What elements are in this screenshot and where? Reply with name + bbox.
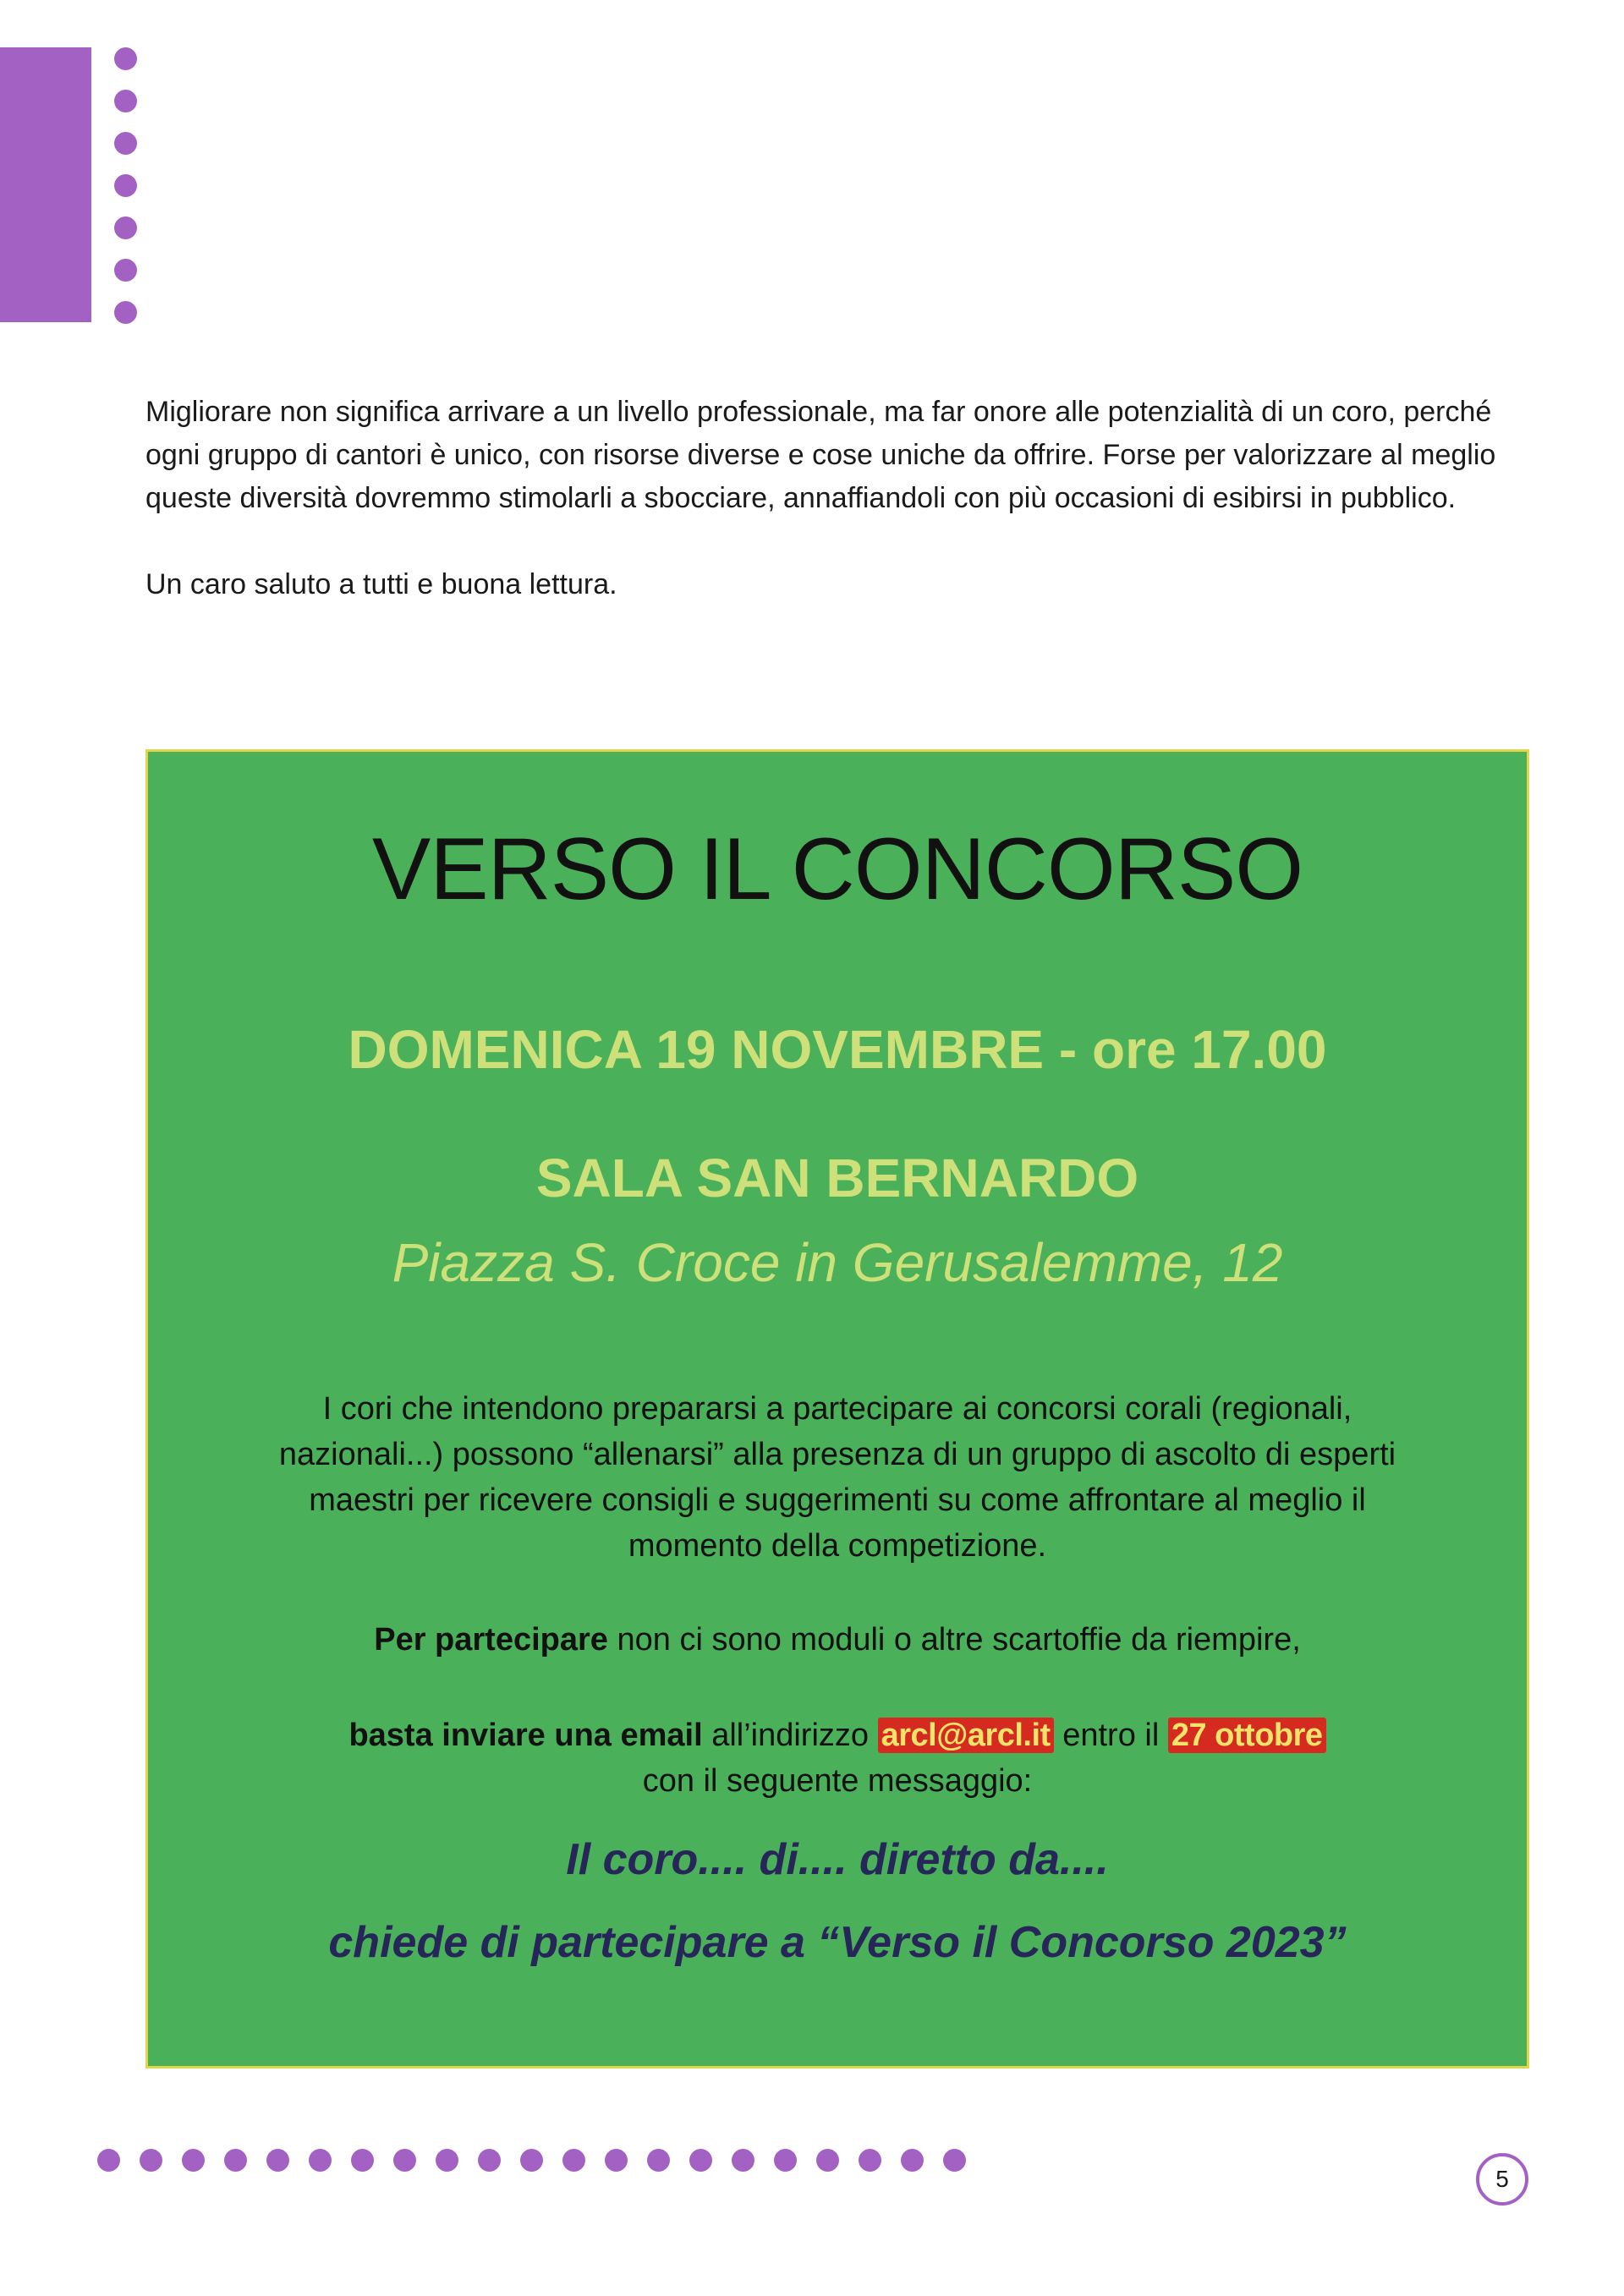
- venue-name: SALA SAN BERNARDO: [535, 1148, 1139, 1208]
- intro-paragraph: Migliorare non significa arrivare a un livello professionale, ma far onore alle potenzialità di un coro, perché ogni gruppo di cantori è unico, con risorse diverse e cose uniche da offrire. Forse per valorizzare al meglio queste diversità dovremmo stimolarli a sbocciare, annaffiandoli con più occasioni di esibirsi in pubblico.: [145, 396, 1496, 514]
- participate-label: Per partecipare: [374, 1622, 608, 1658]
- decor-dot: [351, 2149, 374, 2172]
- email-label: basta inviare una email: [348, 1718, 703, 1753]
- message-intro: con il seguente messaggio:: [642, 1763, 1033, 1799]
- decor-dot: [689, 2149, 712, 2172]
- decor-dot: [859, 2149, 881, 2172]
- event-title: VERSO IL CONCORSO: [371, 820, 1303, 918]
- intro-text: [145, 391, 1499, 606]
- decor-dot: [901, 2149, 924, 2172]
- decor-dot: [140, 2149, 162, 2172]
- email-address[interactable]: arcl@arcl.it: [878, 1718, 1054, 1753]
- decor-dot: [114, 47, 137, 70]
- decor-dot: [478, 2149, 501, 2172]
- decor-dot: [774, 2149, 797, 2172]
- message-template-line-1: Il coro.... di.... diretto da....: [566, 1835, 1109, 1884]
- decor-dot: [943, 2149, 966, 2172]
- decor-dot: [182, 2149, 205, 2172]
- decor-dot: [562, 2149, 585, 2172]
- event-date: DOMENICA 19 NOVEMBRE - ore 17.00: [348, 1019, 1327, 1080]
- decor-dot: [520, 2149, 543, 2172]
- decor-dot: [266, 2149, 289, 2172]
- greeting-paragraph: Un caro saluto a tutti e buona lettura.: [145, 568, 617, 600]
- decor-dot: [393, 2149, 416, 2172]
- decor-dot: [605, 2149, 628, 2172]
- decor-dot: [647, 2149, 670, 2172]
- decor-dot: [114, 301, 137, 324]
- participation-note: [199, 1617, 1476, 1663]
- page-number: 5: [1476, 2153, 1528, 2206]
- decor-dot: [816, 2149, 839, 2172]
- decor-dot: [114, 216, 137, 239]
- participate-text: non ci sono moduli o altre scartoffie da riempire,: [607, 1622, 1301, 1658]
- deadline-date: 27 ottobre: [1168, 1718, 1326, 1753]
- decor-dot: [436, 2149, 458, 2172]
- decor-dot: [97, 2149, 120, 2172]
- email-text: all’indirizzo: [702, 1718, 878, 1753]
- event-description: I cori che intendono prepararsi a partecipare ai concorsi corali (regionali, nazionali...) possono “allenarsi” alla presenza di un gruppo di ascolto di esperti maestri per ricevere consigli e suggerimenti su come affrontare al meglio il momento della competizione.: [278, 1391, 1396, 1564]
- message-template-line-2: chiede di partecipare a “Verso il Concorso 2023”: [328, 1918, 1347, 1967]
- corner-accent-bar: [0, 47, 91, 322]
- decor-dot: [114, 259, 137, 282]
- decor-dot: [732, 2149, 754, 2172]
- decor-dot: [309, 2149, 332, 2172]
- decor-dot: [114, 90, 137, 112]
- decor-dot: [224, 2149, 247, 2172]
- decor-dot: [114, 132, 137, 155]
- deadline-text: entro il: [1053, 1718, 1168, 1753]
- email-instructions: [182, 1712, 1493, 1804]
- venue-address: Piazza S. Croce in Gerusalemme, 12: [392, 1232, 1283, 1293]
- decor-dot: [114, 174, 137, 197]
- event-panel: [145, 749, 1529, 2069]
